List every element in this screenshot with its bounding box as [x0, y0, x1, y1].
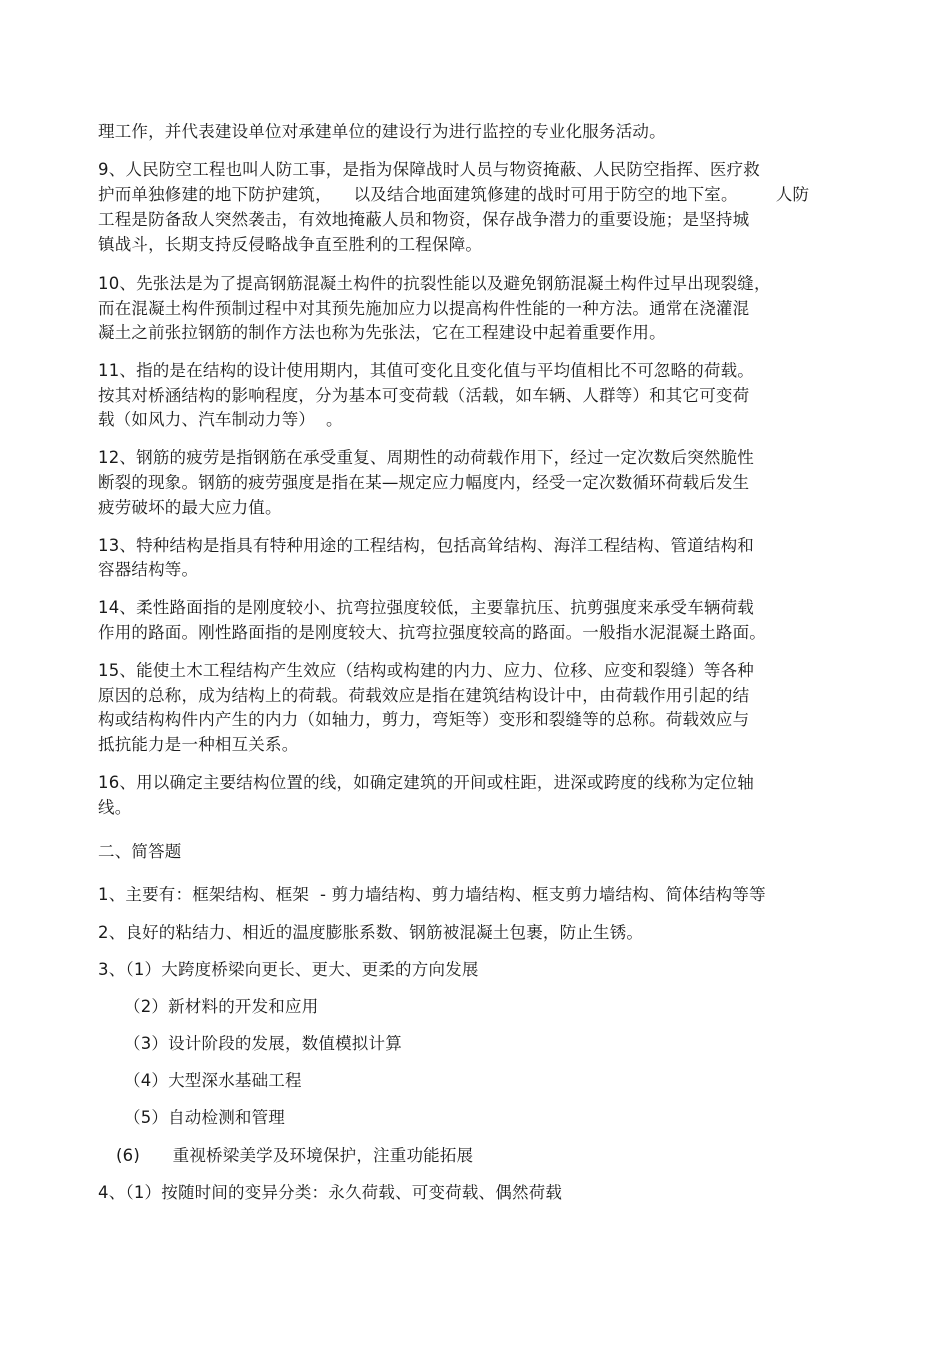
text-line: 3、（1）大跨度桥梁向更长、更大、更柔的方向发展 [98, 960, 479, 979]
text-line: 载（如风力、汽车制动力等） 。 [98, 410, 343, 429]
text-line: 容器结构等。 [98, 560, 199, 579]
text-line: 按其对桥涵结构的影响程度，分为基本可变荷载（活载，如车辆、人群等）和其它可变荷 [98, 386, 750, 405]
text-line: 构或结构构件内产生的内力（如轴力，剪力，弯矩等）变形和裂缝等的总称。荷载效应与 [98, 710, 750, 729]
text-line: 12、钢筋的疲劳是指钢筋在承受重复、周期性的动荷载作用下，经过一定次数后突然脆性 [98, 448, 754, 467]
text-line: （4）大型深水基础工程 [124, 1071, 302, 1090]
text-line: 16、用以确定主要结构位置的线，如确定建筑的开间或柱距，进深或跨度的线称为定位轴 [98, 773, 754, 792]
text-line: 9、人民防空工程也叫人防工事，是指为保障战时人员与物资掩蔽、人民防空指挥、医疗救 [98, 160, 760, 179]
text-line: 13、特种结构是指具有特种用途的工程结构，包括高耸结构、海洋工程结构、管道结构和 [98, 536, 754, 555]
text-line: 15、能使土木工程结构产生效应（结构或构建的内力、应力、位移、应变和裂缝）等各种 [98, 661, 754, 680]
text-line: （2）新材料的开发和应用 [124, 997, 319, 1016]
text-line: 理工作，并代表建设单位对承建单位的建设行为进行监控的专业化服务活动。 [98, 122, 666, 141]
text-line: 10、先张法是为了提高钢筋混凝土构件的抗裂性能以及避免钢筋混凝土构件过早出现裂缝， [98, 274, 771, 293]
text-line: （5）自动检测和管理 [124, 1108, 285, 1127]
text-line: 镇战斗，长期支持反侵略战争直至胜利的工程保障。 [98, 235, 483, 254]
text-line: 2、良好的粘结力、相近的温度膨胀系数、钢筋被混凝土包裹，防止生锈。 [98, 923, 644, 942]
text-line: 线。 [98, 798, 132, 817]
section-heading: 二、简答题 [98, 842, 182, 861]
text-line: 原因的总称，成为结构上的荷载。荷载效应是指在建筑结构设计中，由荷载作用引起的结 [98, 686, 750, 705]
text-line: （3）设计阶段的发展，数值模拟计算 [124, 1034, 402, 1053]
text-line: 护而单独修建的地下防护建筑， 以及结合地面建筑修建的战时可用于防空的地下室。 人防 [98, 185, 810, 204]
text-line: 1、主要有：框架结构、框架 - 剪力墙结构、剪力墙结构、框支剪力墙结构、简体结构等等 [98, 885, 766, 904]
text-line: 11、指的是在结构的设计使用期内，其值可变化且变化值与平均值相比不可忽略的荷载。 [98, 361, 754, 380]
text-line: 抵抗能力是一种相互关系。 [98, 735, 299, 754]
text-line: 凝土之前张拉钢筋的制作方法也称为先张法，它在工程建设中起着重要作用。 [98, 323, 666, 342]
text-line: 疲劳破坏的最大应力值。 [98, 498, 282, 517]
text-line: 14、柔性路面指的是刚度较小、抗弯拉强度较低，主要靠抗压、抗剪强度来承受车辆荷载 [98, 598, 754, 617]
text-line: 而在混凝土构件预制过程中对其预先施加应力以提高构件性能的一种方法。通常在浇灌混 [98, 299, 750, 318]
text-line: 工程是防备敌人突然袭击，有效地掩蔽人员和物资，保存战争潜力的重要设施；是坚持城 [98, 210, 750, 229]
text-line: 作用的路面。刚性路面指的是刚度较大、抗弯拉强度较高的路面。一般指水泥混凝土路面。 [98, 623, 766, 642]
text-line: 4、（1）按随时间的变异分类：永久荷载、可变荷载、偶然荷载 [98, 1183, 563, 1202]
text-line: 断裂的现象。钢筋的疲劳强度是指在某—规定应力幅度内，经受一定次数循环荷载后发生 [98, 473, 750, 492]
text-line: (6) 重视桥梁美学及环境保护，注重功能拓展 [116, 1146, 474, 1165]
